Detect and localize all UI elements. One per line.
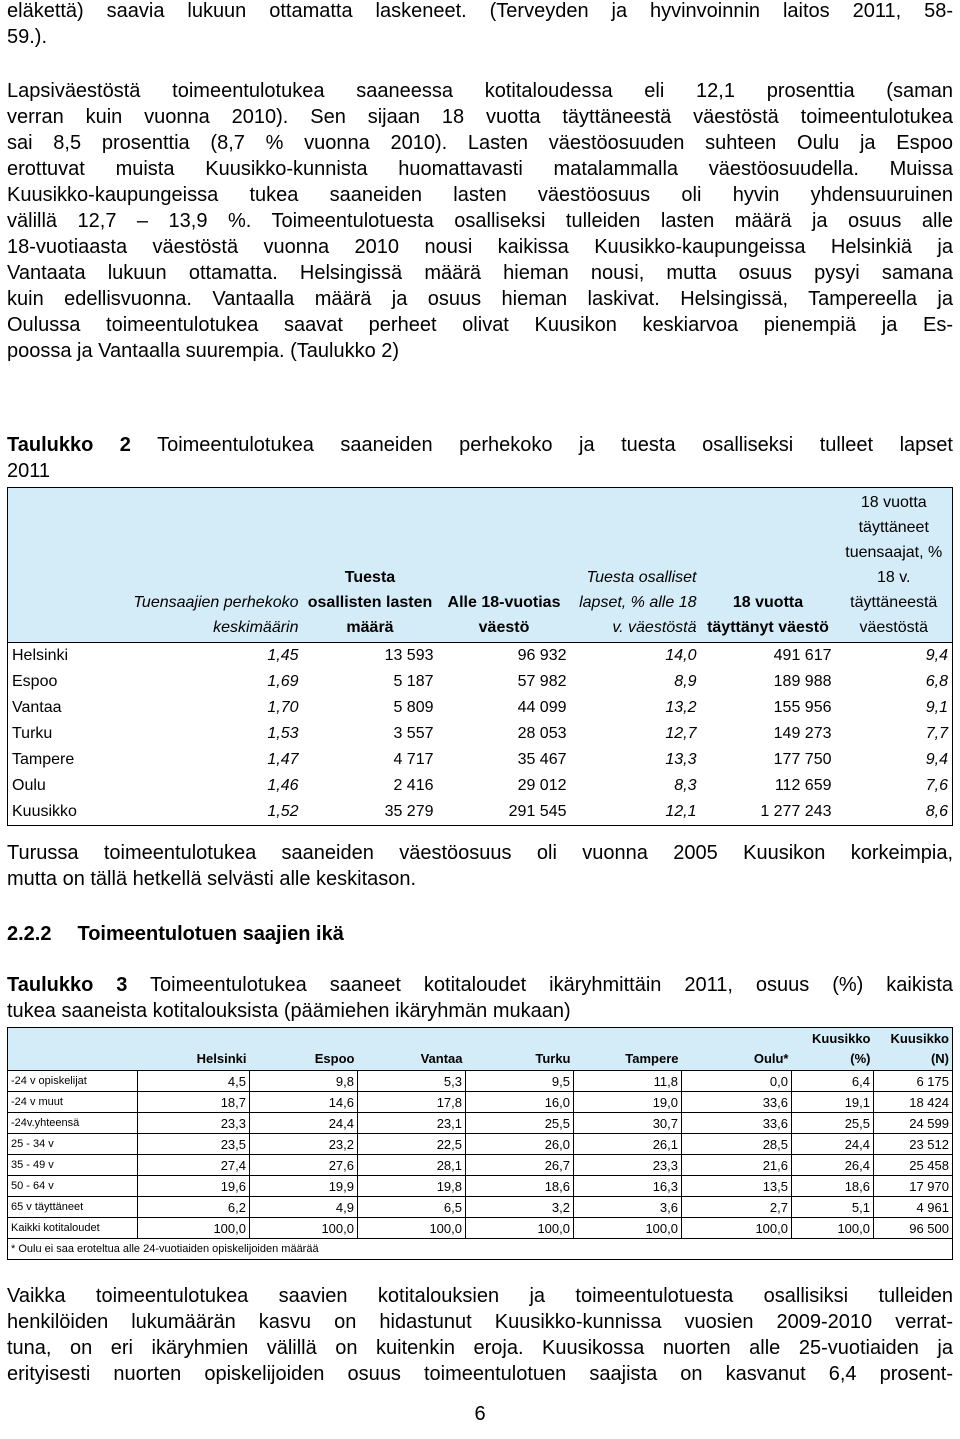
cell: 18,7 xyxy=(138,1092,250,1113)
cell: 6,2 xyxy=(138,1197,250,1218)
table3-header: Oulu* xyxy=(682,1028,792,1071)
row-label: Turku xyxy=(12,725,53,742)
paragraph-1 xyxy=(7,78,953,364)
row-label: Vantaa xyxy=(12,699,62,716)
cell: 11,8 xyxy=(574,1071,682,1092)
cell: 5,3 xyxy=(358,1071,466,1092)
table3-caption-text: Toimeentulotukea saaneet kotitaloudet ikäryhmittäin 2011, osuus (%) kaikista xyxy=(127,974,953,996)
text-line: Oulussa toimeentulotukea saavat perheet olivat Kuusikon keskiarvoa pienempiä ja Es- xyxy=(7,314,953,336)
table-row xyxy=(8,695,953,721)
text-line: 59.). xyxy=(7,26,48,48)
table-row xyxy=(8,1176,953,1197)
cell: 33,6 xyxy=(682,1092,792,1113)
cell: 23 512 xyxy=(874,1134,953,1155)
table-row xyxy=(8,643,953,670)
cell: 112 659 xyxy=(774,777,832,794)
cell: 6 175 xyxy=(874,1071,953,1092)
cell: 14,6 xyxy=(250,1092,358,1113)
row-label: 35 - 49 v xyxy=(8,1155,138,1176)
text-line: eläkettä) saavia lukuun ottamatta laskeneet. (Terveyden ja hyvinvoinnin laitos 2011, 58- xyxy=(7,0,953,22)
cell: 28,1 xyxy=(358,1155,466,1176)
cell: 6,4 xyxy=(792,1071,874,1092)
cell: 2 416 xyxy=(393,777,434,794)
cell: 9,4 xyxy=(925,647,948,664)
cell: 189 988 xyxy=(773,673,832,690)
text-line: Turussa toimeentulotukea saaneiden väestöosuus oli vuonna 2005 Kuusikon korkeimpia, xyxy=(7,842,953,864)
cell: 7,7 xyxy=(925,725,948,742)
page-number: 6 xyxy=(474,1403,486,1425)
cell: 24,4 xyxy=(792,1134,874,1155)
cell: 8,6 xyxy=(925,803,948,820)
cell: 26,0 xyxy=(466,1134,574,1155)
text-line: Lapsiväestöstä toimeentulotukea saaneessa kotitaloudessa eli 12,1 prosenttia (saman xyxy=(7,80,953,102)
cell: 100,0 xyxy=(574,1218,682,1239)
cell: 28,5 xyxy=(682,1134,792,1155)
cell: 6,5 xyxy=(358,1197,466,1218)
table-2 xyxy=(7,487,953,826)
cell: 1 277 243 xyxy=(760,803,832,820)
cell: 18,6 xyxy=(792,1176,874,1197)
cell: 22,5 xyxy=(358,1134,466,1155)
cell: 1,70 xyxy=(267,699,299,716)
row-label: -24 v muut xyxy=(8,1092,138,1113)
table-3 xyxy=(7,1027,953,1260)
cell: 27,4 xyxy=(138,1155,250,1176)
cell: 33,6 xyxy=(682,1113,792,1134)
cell: 23,1 xyxy=(358,1113,466,1134)
text-line: Vantaata lukuun ottamatta. Helsingissä määrä hieman nousi, mutta osuus pysyi samana xyxy=(7,262,953,284)
cell: 155 956 xyxy=(773,699,832,716)
cell: 1,53 xyxy=(267,725,299,742)
cell: 35 467 xyxy=(517,751,567,768)
cell: 96 500 xyxy=(874,1218,953,1239)
table2-header: Alle 18-vuotias väestö xyxy=(438,488,571,643)
cell: 17 970 xyxy=(874,1176,953,1197)
section-number: 2.2.2 xyxy=(7,923,52,945)
table2-caption xyxy=(7,432,953,484)
table3-header: Helsinki xyxy=(138,1028,250,1071)
cell: 13,3 xyxy=(665,751,697,768)
text-line: tuna, on eri ikäryhmien välillä on kuitenkin eroja. Kuusikossa nuorten alle 25-vuotiaiden ja xyxy=(7,1337,953,1359)
cell: 0,0 xyxy=(682,1071,792,1092)
cell: 1,45 xyxy=(267,647,299,664)
row-label: Tampere xyxy=(12,751,75,768)
table2-header: 18 vuotta täyttäneet tuensaajat, % 18 v. täyttäneestä väestöstä xyxy=(836,488,953,643)
cell: 14,0 xyxy=(665,647,697,664)
cell: 96 932 xyxy=(517,647,567,664)
cell: 28 053 xyxy=(517,725,567,742)
table-row xyxy=(8,1092,953,1113)
table-row xyxy=(8,773,953,799)
cell: 26,4 xyxy=(792,1155,874,1176)
cell: 19,8 xyxy=(358,1176,466,1197)
table2-header: Tuesta osalliset lapset, % alle 18 v. väestöstä xyxy=(571,488,701,643)
cell: 491 617 xyxy=(773,647,832,664)
cell: 1,52 xyxy=(267,803,299,820)
cell: 100,0 xyxy=(466,1218,574,1239)
text-line: Vaikka toimeentulotukea saavien kotitalouksien ja toimeentulotuesta osallisiksi tulleiden xyxy=(7,1285,953,1307)
cell: 1,47 xyxy=(267,751,299,768)
table2-header xyxy=(8,488,103,643)
cell: 1,46 xyxy=(267,777,299,794)
table3-header: Kuusikko (%) xyxy=(792,1028,874,1071)
cell: 1,69 xyxy=(267,673,299,690)
row-label: -24 v opiskelijat xyxy=(8,1071,138,1092)
table-row xyxy=(8,1134,953,1155)
text-line: kuin edellisvuonna. Vantaalla määrä ja osuus hieman laskivat. Helsingissä, Tampereella ja xyxy=(7,288,953,310)
cell: 3 557 xyxy=(393,725,434,742)
cell: 100,0 xyxy=(682,1218,792,1239)
cell: 13,2 xyxy=(665,699,697,716)
cell: 26,1 xyxy=(574,1134,682,1155)
text-line: mutta on tällä hetkellä selvästi alle keskitason. xyxy=(7,868,417,890)
cell: 5,1 xyxy=(792,1197,874,1218)
cell: 25,5 xyxy=(466,1113,574,1134)
cell: 12,1 xyxy=(665,803,697,820)
cell: 25 458 xyxy=(874,1155,953,1176)
table-row xyxy=(8,747,953,773)
cell: 4 961 xyxy=(874,1197,953,1218)
table3-header xyxy=(8,1028,138,1071)
cell: 8,9 xyxy=(674,673,697,690)
table3-caption-label: Taulukko 3 xyxy=(7,974,128,996)
row-label: Espoo xyxy=(12,673,58,690)
table-row xyxy=(8,721,953,747)
text-line: poossa ja Vantaalla suurempia. (Taulukko 2) xyxy=(7,340,400,362)
cell: 19,9 xyxy=(250,1176,358,1197)
cell: 13 593 xyxy=(384,647,434,664)
cell: 25,5 xyxy=(792,1113,874,1134)
table-row xyxy=(8,1155,953,1176)
intro-paragraph xyxy=(7,0,953,50)
table2-header: 18 vuotta täyttänyt väestö xyxy=(701,488,836,643)
paragraph-2 xyxy=(7,840,953,892)
cell: 16,3 xyxy=(574,1176,682,1197)
table3-caption xyxy=(7,972,953,1024)
cell: 44 099 xyxy=(517,699,567,716)
row-label: 65 v täyttäneet xyxy=(8,1197,138,1218)
row-label: Helsinki xyxy=(12,647,69,664)
row-label: Kuusikko xyxy=(12,803,77,820)
cell: 100,0 xyxy=(250,1218,358,1239)
cell: 291 545 xyxy=(508,803,567,820)
cell: 12,7 xyxy=(665,725,697,742)
text-line: erottuvat muista Kuusikko-kunnista huomattavasti matalammalla väestöosuudella. Muissa xyxy=(7,158,953,180)
table3-header: Vantaa xyxy=(358,1028,466,1071)
cell: 9,5 xyxy=(466,1071,574,1092)
cell: 27,6 xyxy=(250,1155,358,1176)
cell: 23,3 xyxy=(138,1113,250,1134)
table2-header: Tuesta osallisten lasten määrä xyxy=(303,488,438,643)
text-line: sai 8,5 prosenttia (8,7 % vuonna 2010). Lasten väestöosuuden suhteen Oulu ja Espoo xyxy=(7,132,953,154)
text-line: Kuusikko-kaupungeissa tukea saaneiden lasten väestöosuus oli hyvin yhdensuuruinen xyxy=(7,184,953,206)
table3-header: Espoo xyxy=(250,1028,358,1071)
row-label: 25 - 34 v xyxy=(8,1134,138,1155)
cell: 5 187 xyxy=(393,673,434,690)
cell: 100,0 xyxy=(792,1218,874,1239)
cell: 100,0 xyxy=(138,1218,250,1239)
table-row xyxy=(8,799,953,826)
cell: 9,8 xyxy=(250,1071,358,1092)
row-label: Kaikki kotitaloudet xyxy=(8,1218,138,1239)
cell: 7,6 xyxy=(925,777,948,794)
table3-header: Turku xyxy=(466,1028,574,1071)
cell: 9,1 xyxy=(925,699,948,716)
cell: 35 279 xyxy=(384,803,434,820)
row-label: -24v.yhteensä xyxy=(8,1113,138,1134)
cell: 16,0 xyxy=(466,1092,574,1113)
table2-header: Tuensaajien perhekoko keskimäärin xyxy=(103,488,303,643)
cell: 17,8 xyxy=(358,1092,466,1113)
cell: 30,7 xyxy=(574,1113,682,1134)
cell: 2,7 xyxy=(682,1197,792,1218)
cell: 4 717 xyxy=(393,751,434,768)
row-label: 50 - 64 v xyxy=(8,1176,138,1197)
text-line: välillä 12,7 – 13,9 %. Toimeentulotuesta osalliseksi tulleiden lasten määrä ja osuus alle xyxy=(7,210,953,232)
table3-caption-text: tukea saaneista kotitalouksista (päämiehen ikäryhmän mukaan) xyxy=(7,1000,571,1022)
table3-header: Kuusikko (N) xyxy=(874,1028,953,1071)
cell: 4,9 xyxy=(250,1197,358,1218)
cell: 4,5 xyxy=(138,1071,250,1092)
table3-footnote: * Oulu ei saa eroteltua alle 24-vuotiaiden opiskelijoiden määrää xyxy=(8,1239,953,1260)
table2-caption-text: Toimeentulotukea saaneiden perhekoko ja tuesta osalliseksi tulleet lapset xyxy=(130,434,953,456)
cell: 24,4 xyxy=(250,1113,358,1134)
row-label: Oulu xyxy=(12,777,46,794)
cell: 23,5 xyxy=(138,1134,250,1155)
table-row xyxy=(8,669,953,695)
table2-caption-text: 2011 xyxy=(7,460,51,482)
cell: 9,4 xyxy=(925,751,948,768)
table-row xyxy=(8,1218,953,1239)
cell: 57 982 xyxy=(517,673,567,690)
text-line: henkilöiden lukumäärän kasvu on hidastunut Kuusikko-kunnissa vuosien 2009-2010 verrat- xyxy=(7,1311,953,1333)
cell: 13,5 xyxy=(682,1176,792,1197)
table-row xyxy=(8,1113,953,1134)
text-line: erityisesti nuorten opiskelijoiden osuus toimeentulotuen saajista on kasvanut 6,4 prosent- xyxy=(7,1363,953,1385)
cell: 19,1 xyxy=(792,1092,874,1113)
section-heading xyxy=(7,921,953,947)
table2-caption-label: Taulukko 2 xyxy=(7,434,131,456)
cell: 19,6 xyxy=(138,1176,250,1197)
cell: 8,3 xyxy=(674,777,697,794)
table-row xyxy=(8,1197,953,1218)
cell: 29 012 xyxy=(517,777,567,794)
cell: 23,3 xyxy=(574,1155,682,1176)
cell: 177 750 xyxy=(773,751,832,768)
cell: 3,6 xyxy=(574,1197,682,1218)
cell: 19,0 xyxy=(574,1092,682,1113)
text-line: 18-vuotiaasta väestöstä vuonna 2010 nousi kaikissa Kuusikko-kaupungeissa Helsinkiä ja xyxy=(7,236,953,258)
cell: 18,6 xyxy=(466,1176,574,1197)
cell: 18 424 xyxy=(874,1092,953,1113)
cell: 21,6 xyxy=(682,1155,792,1176)
table-row xyxy=(8,1071,953,1092)
cell: 26,7 xyxy=(466,1155,574,1176)
cell: 3,2 xyxy=(466,1197,574,1218)
section-title: Toimeentulotuen saajien ikä xyxy=(77,923,344,945)
cell: 149 273 xyxy=(773,725,832,742)
cell: 100,0 xyxy=(358,1218,466,1239)
table3-header: Tampere xyxy=(574,1028,682,1071)
cell: 24 599 xyxy=(874,1113,953,1134)
text-line: verran kuin vuonna 2010). Sen sijaan 18 vuotta täyttäneestä väestöstä toimeentulotukea xyxy=(7,106,953,128)
paragraph-3 xyxy=(7,1283,953,1387)
cell: 23,2 xyxy=(250,1134,358,1155)
cell: 5 809 xyxy=(393,699,434,716)
cell: 6,8 xyxy=(925,673,948,690)
